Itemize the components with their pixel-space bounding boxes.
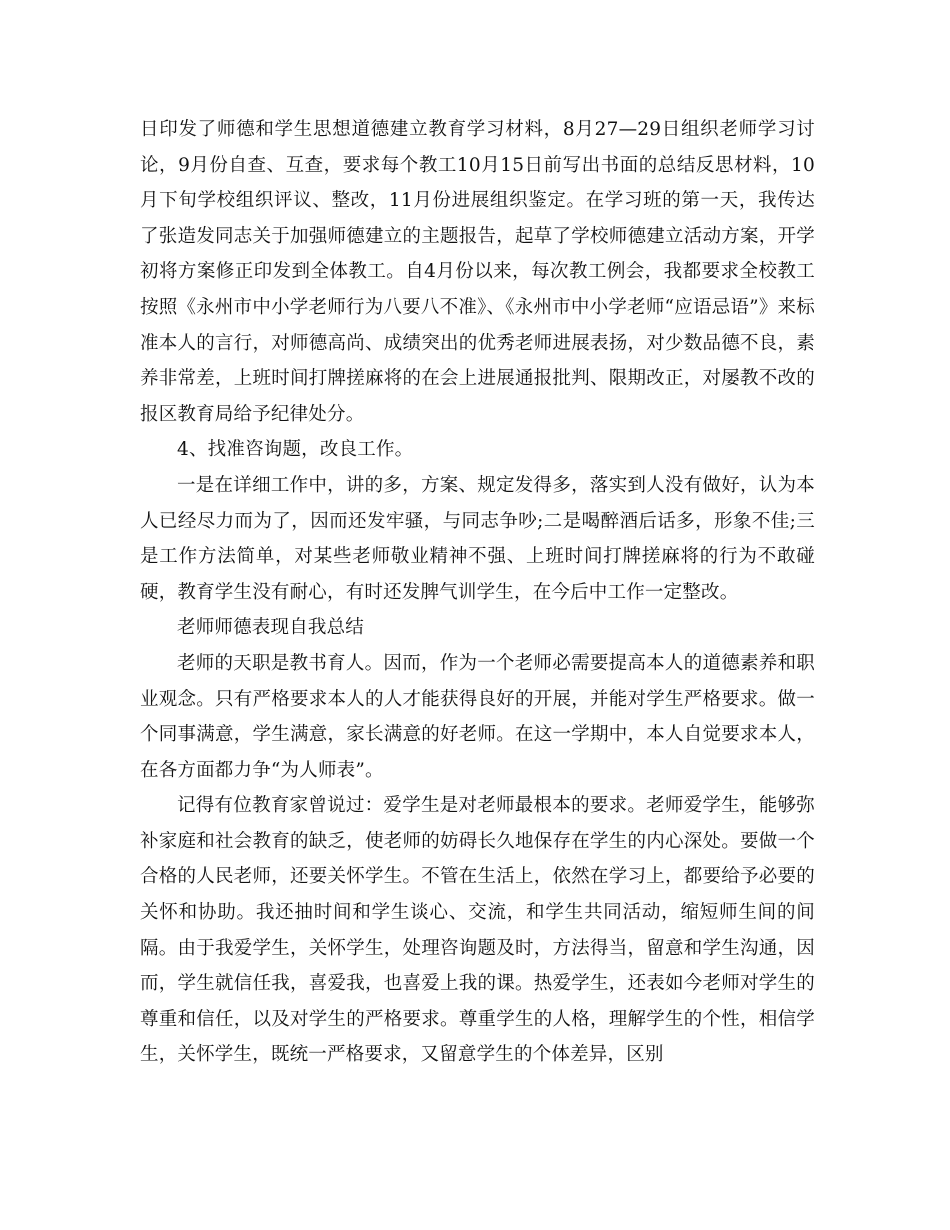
paragraph-care-students: 记得有位教育家曾说过：爱学生是对老师最根本的要求。老师爱学生，能够弥补家庭和社会教育的缺乏，使老师的妨碍长久地保存在学生的内心深处。要做一个合格的人民老师，还要关怀学生。不管在生活上，依然在学习上，都要给予必要的关怀和协助。我还抽时间和学生谈心、交流，和学生共同活动，缩短师生间的间隔。由于我爱学生，关怀学生，处理咨询题及时，方法得当，留意和学生沟通，因而，学生就信任我，喜爱我，也喜爱上我的课。热爱学生，还表如今老师对学生的尊重和信任，以及对学生的严格要求。尊重学生的人格，理解学生的个性，相信学生，关怀学生，既统一严格要求，又留意学生的个体差异，区别 bbox=[140, 795, 815, 1066]
document-body bbox=[140, 112, 815, 1073]
paragraph-problems: 一是在详细工作中，讲的多，方案、规定发得多，落实到人没有做好，认为本人已经尽力而为了，因而还发牢骚，与同志争吵;二是喝醉酒后话多，形象不佳;三是工作方法简单，对某些老师敬业精神不强、上班时间打牌搓麻将的行为不敢碰硬，教育学生没有耐心，有时还发脾气训学生，在今后中工作一定整改。 bbox=[140, 474, 815, 603]
paragraph-intro: 老师的天职是教书育人。因而，作为一个老师必需要提高本人的道德素养和职业观念。只有严格要求本人的人才能获得良好的开展，并能对学生严格要求。做一个同事满意，学生满意，家长满意的好老师。在这一学期中，本人自觉要求本人，在各方面都力争“为人师表”。 bbox=[140, 652, 815, 781]
paragraph-section-heading: 4、找准咨询题，改良工作。 bbox=[177, 439, 414, 461]
paragraph-title: 老师师德表现自我总结 bbox=[177, 617, 365, 639]
paragraph-continued: 日印发了师德和学生思想道德建立教育学习材料，8月27—29日组织老师学习讨论，9月份自查、互查，要求每个教工10月15日前写出书面的总结反思材料，10月下旬学校组织评议、整改，11月份进展组织鉴定。在学习班的第一天，我传达了张造发同志关于加强师德建立的主题报告，起草了学校师德建立活动方案，开学初将方案修正印发到全体教工。自4月份以来，每次教工例会，我都要求全校教工按照《永州市中小学老师行为八要八不准》、《永州市中小学老师“应语忌语”》来标准本人的言行，对师德高尚、成绩突出的优秀老师进展表扬，对少数品德不良，素养非常差，上班时间打牌搓麻将的在会上进展通报批判、限期改正，对屡教不改的报区教育局给予纪律处分。 bbox=[140, 119, 815, 425]
